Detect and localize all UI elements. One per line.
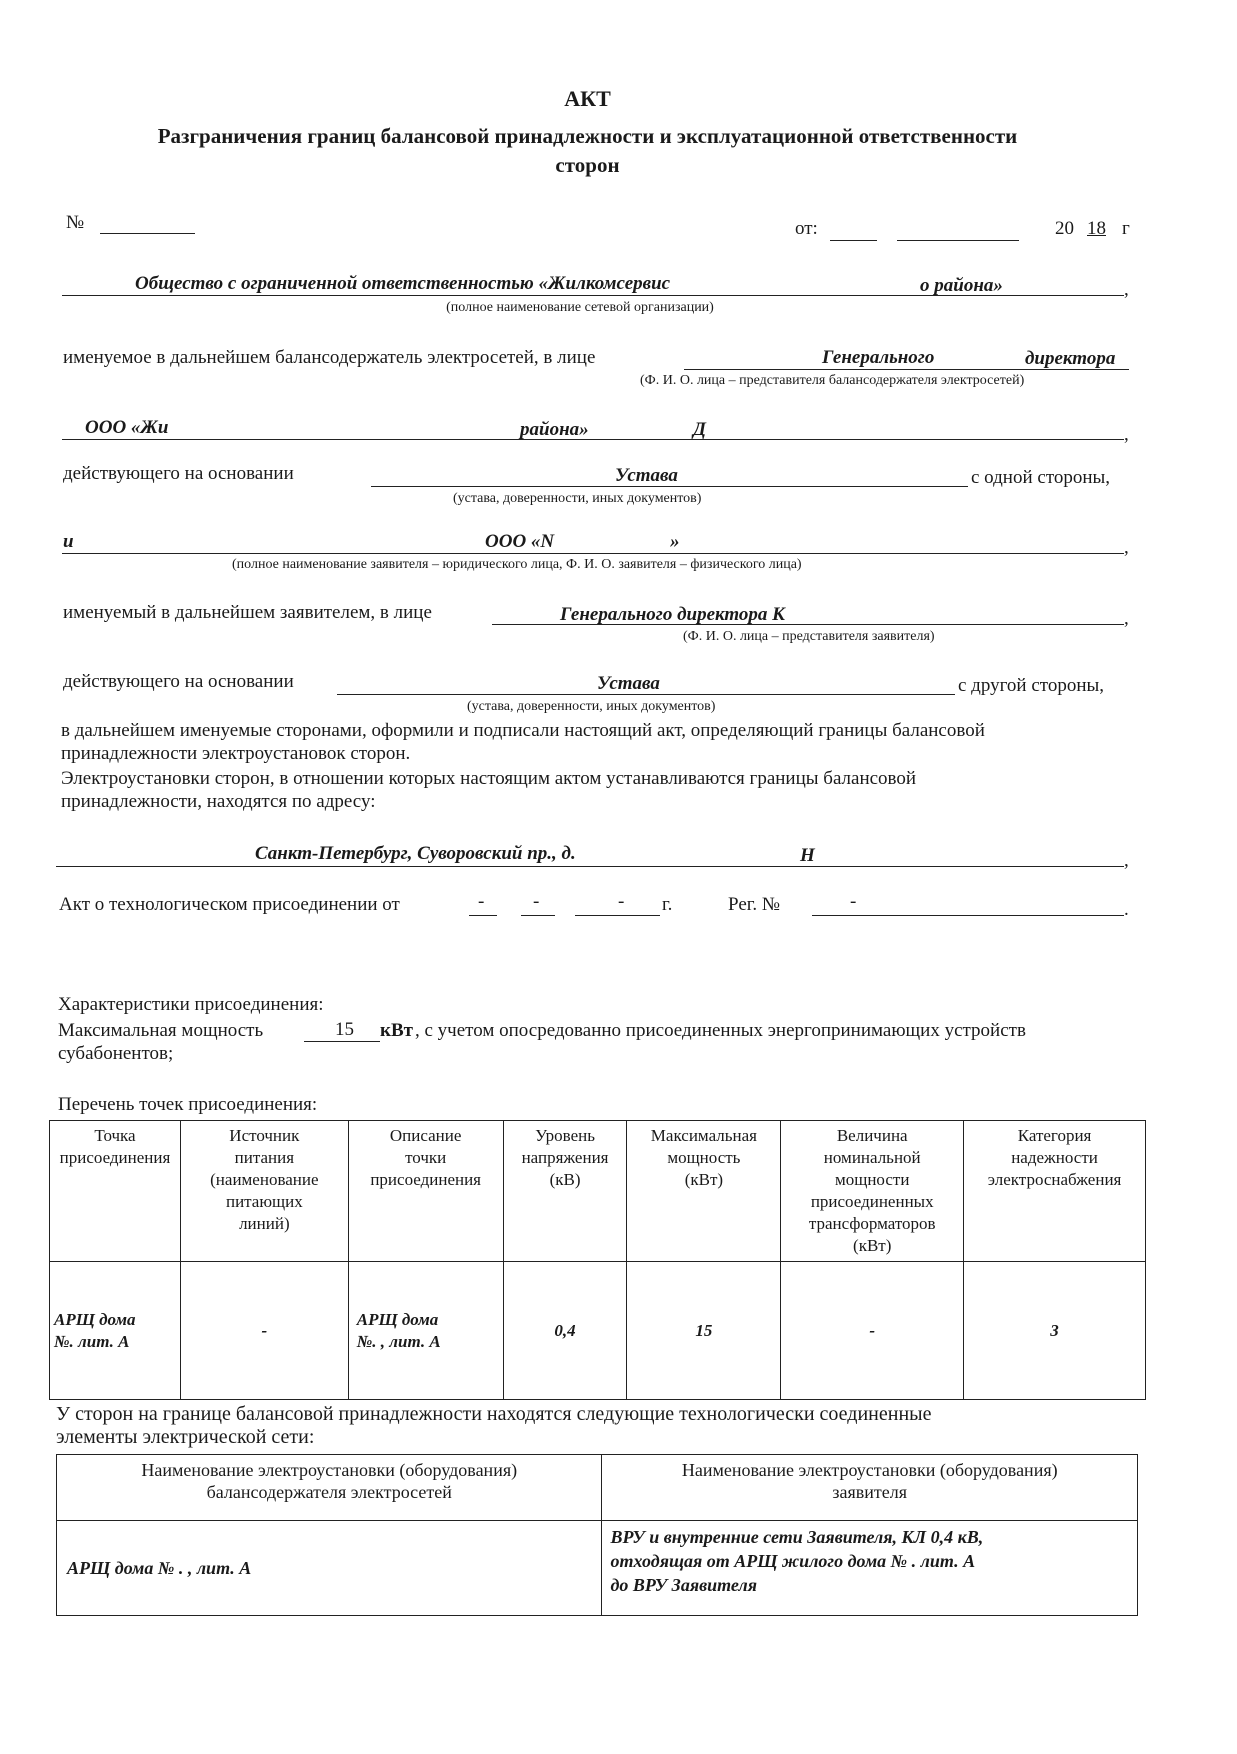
applicant-rep-line	[492, 624, 1124, 625]
basis1-value: Устава	[615, 465, 678, 486]
col-source: Источник питания (наименование питающих линий)	[180, 1121, 348, 1262]
applicant-rep-value: Генерального директора К	[560, 604, 786, 625]
comma: ,	[1124, 279, 1129, 300]
applicant-name-close: »	[670, 531, 680, 552]
document-subtitle-2: сторон	[555, 153, 620, 177]
basis2-side: с другой стороны,	[958, 675, 1105, 696]
holder-rep-line	[62, 439, 1124, 440]
paragraph2-line1: Электроустановки сторон, в отношении которых настоящим актом устанавливаются границы балансовой	[61, 768, 917, 789]
basis1-caption: (устава, доверенности, иных документов)	[453, 491, 702, 506]
comma: ,	[1124, 850, 1129, 871]
tech-act-date-1: -	[478, 891, 485, 912]
holder-rep-initial: Д	[693, 419, 706, 440]
basis2-label: действующего на основании	[63, 671, 294, 692]
power-unit: кВт	[380, 1020, 413, 1041]
power-label: Максимальная мощность	[58, 1020, 264, 1041]
tech-act-date-2-line	[521, 915, 555, 916]
address-letter: Н	[800, 845, 815, 866]
elements-data-row	[57, 1521, 1138, 1616]
holder-position-1: Генерального	[822, 347, 935, 368]
holder-caption: (Ф. И. О. лица – представителя балансодержателя электросетей)	[640, 373, 1025, 388]
tech-act-label: Акт о технологическом присоединении от	[59, 894, 400, 915]
tech-act-date-3-line	[575, 915, 660, 916]
points-header-row	[50, 1121, 1146, 1262]
points-data-row	[50, 1262, 1146, 1400]
document-title: АКТ	[564, 86, 611, 111]
points-heading: Перечень точек присоединения:	[58, 1094, 318, 1115]
basis2-line	[337, 694, 955, 695]
comma: ,	[1124, 537, 1129, 558]
col-voltage: Уровень напряжения (кВ)	[503, 1121, 627, 1262]
holder-position-2: директора	[1025, 348, 1116, 369]
network-org-name: Общество с ограниченной ответственностью «Жилкомсервис	[135, 273, 671, 294]
characteristics-heading: Характеристики присоединения:	[58, 994, 324, 1015]
basis1-label: действующего на основании	[63, 463, 294, 484]
cell-category: 3	[964, 1262, 1146, 1400]
power-line	[304, 1041, 380, 1042]
elements-header-row	[57, 1455, 1138, 1521]
cell-voltage: 0,4	[503, 1262, 627, 1400]
cell-point: АРЩ дома №. лит. А	[50, 1262, 181, 1400]
address-value: Санкт-Петербург, Суворовский пр., д.	[255, 843, 576, 864]
holder-position-line	[684, 369, 1129, 370]
points-table	[49, 1120, 1146, 1400]
number-field	[100, 233, 195, 234]
date-year-value: 18	[1087, 218, 1106, 239]
power-rest-2: субабонентов;	[58, 1043, 174, 1064]
holder-label: именуемое в дальнейшем балансодержатель электросетей, в лице	[63, 347, 596, 368]
applicant-prefix: и	[63, 531, 74, 552]
applicant-line	[62, 553, 1124, 554]
tech-act-date-3: -	[618, 891, 625, 912]
elements-cell-holder: АРЩ дома № . , лит. А	[57, 1521, 602, 1616]
paragraph1-line2: принадлежности электроустановок сторон.	[61, 743, 411, 764]
holder-rep-start: ООО «Жи	[85, 417, 169, 438]
applicant-name: ООО «N	[485, 531, 555, 552]
document-subtitle: Разграничения границ балансовой принадлежности и эксплуатационной ответственности	[157, 124, 1018, 148]
basis2-caption: (устава, доверенности, иных документов)	[467, 699, 716, 714]
reg-label: Рег. №	[728, 894, 781, 915]
paragraph2-line2: принадлежности, находятся по адресу:	[61, 791, 376, 812]
col-point: Точка присоединения	[50, 1121, 181, 1262]
elements-heading-1: У сторон на границе балансовой принадлежности находятся следующие технологически соединенные	[56, 1403, 932, 1425]
col-power: Максимальная мощность (кВт)	[627, 1121, 781, 1262]
date-from-label: от:	[795, 218, 818, 239]
basis1-side: с одной стороны,	[971, 467, 1111, 488]
reg-value: -	[850, 891, 857, 912]
holder-rep-end: района»	[520, 419, 589, 440]
col-category: Категория надежности электроснабжения	[964, 1121, 1146, 1262]
network-org-name-end: о района»	[920, 275, 1003, 296]
applicant-rep-label: именуемый в дальнейшем заявителем, в лице	[63, 602, 432, 623]
elements-col-holder: Наименование электроустановки (оборудования) балансодержателя электросетей	[57, 1455, 602, 1521]
network-org-caption: (полное наименование сетевой организации)	[446, 300, 714, 315]
cell-description: АРЩ дома №. , лит. А	[348, 1262, 503, 1400]
number-label: №	[66, 212, 85, 233]
elements-col-applicant: Наименование электроустановки (оборудования) заявителя	[602, 1455, 1138, 1521]
paragraph1-line1: в дальнейшем именуемые сторонами, оформили и подписали настоящий акт, определяющий границы балансовой	[61, 720, 985, 741]
elements-table	[56, 1454, 1138, 1616]
network-org-line	[62, 295, 1124, 296]
comma: ,	[1124, 608, 1129, 629]
basis2-value: Устава	[597, 673, 660, 694]
cell-source: -	[180, 1262, 348, 1400]
date-year-suffix: г	[1122, 218, 1130, 239]
col-transformers: Величина номинальной мощности присоединенных трансформаторов (кВт)	[781, 1121, 964, 1262]
power-value: 15	[335, 1019, 354, 1040]
date-year-prefix: 20	[1055, 218, 1074, 239]
date-month-field	[897, 240, 1019, 241]
tech-act-date-1-line	[469, 915, 497, 916]
tech-act-year-suffix: г.	[662, 894, 673, 915]
power-rest: , с учетом опосредованно присоединенных энергопринимающих устройств	[415, 1020, 1026, 1041]
date-day-field	[830, 240, 877, 241]
tech-act-date-2: -	[533, 891, 540, 912]
applicant-caption: (полное наименование заявителя – юридического лица, Ф. И. О. заявителя – физического лица)	[232, 557, 802, 572]
basis1-line	[371, 486, 968, 487]
comma: .	[1124, 899, 1129, 920]
comma: ,	[1124, 424, 1129, 445]
cell-transformers: -	[781, 1262, 964, 1400]
applicant-rep-caption: (Ф. И. О. лица – представителя заявителя)	[683, 629, 935, 644]
address-line	[56, 866, 1124, 867]
col-description: Описание точки присоединения	[348, 1121, 503, 1262]
reg-line	[812, 915, 1124, 916]
elements-heading-2: элементы электрической сети:	[56, 1426, 315, 1448]
cell-power: 15	[627, 1262, 781, 1400]
elements-cell-applicant: ВРУ и внутренние сети Заявителя, КЛ 0,4 кВ, отходящая от АРЩ жилого дома № . лит. А до ВРУ Заявителя	[602, 1521, 1138, 1616]
